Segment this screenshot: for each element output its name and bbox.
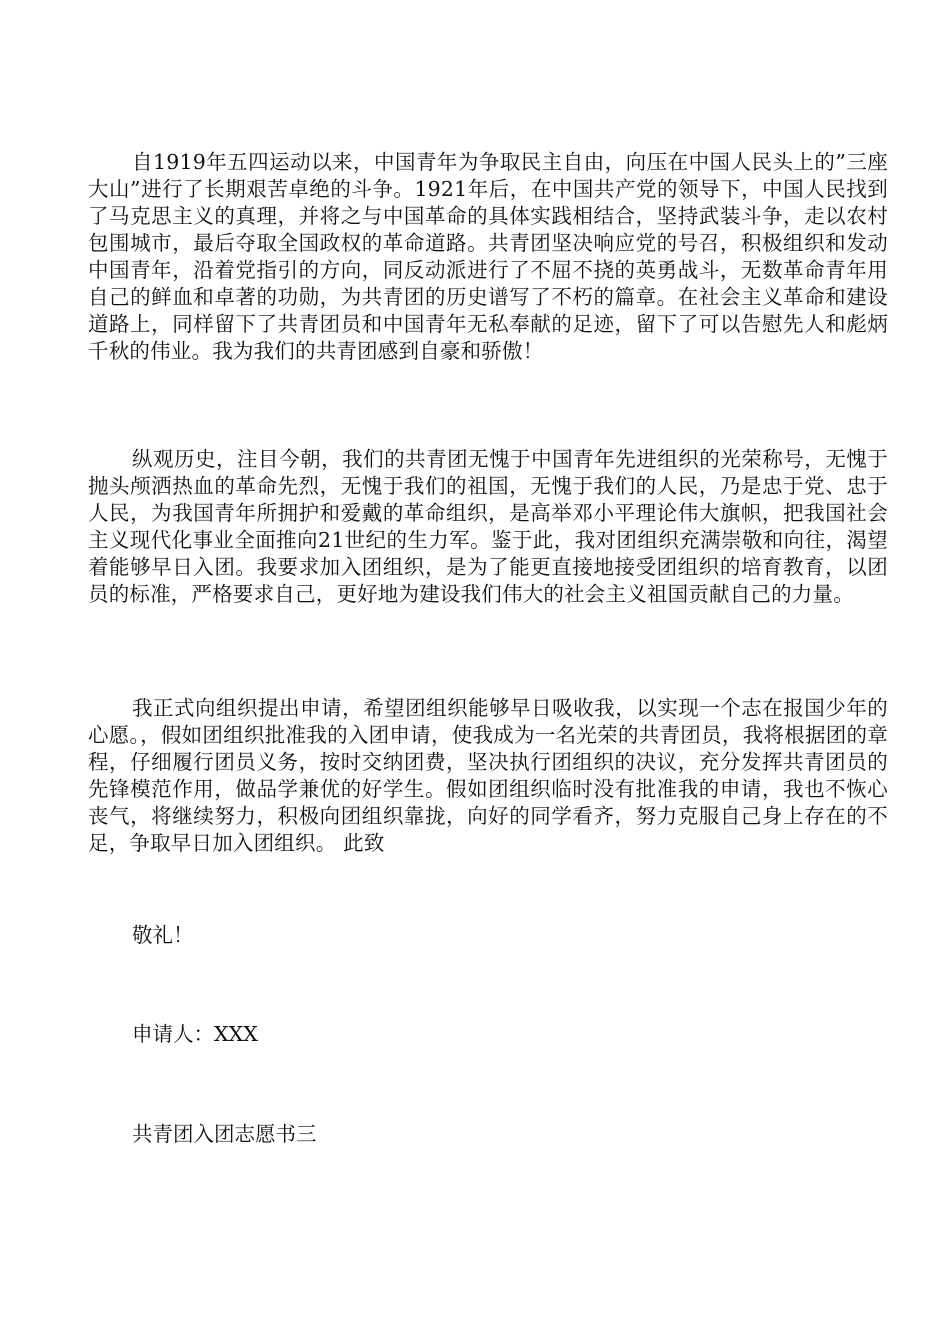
- body-paragraph-1: 自1919年五四运动以来，中国青年为争取民主自由，向压在中国人民头上的”三座大山”进行了长期艰苦卓绝的斗争。1921年后，在中国共产党的领导下，中国人民找到了马克思主义的真理，并将之与中国革命的具体实践相结合，坚持武装斗争，走以农村包围城市，最后夺取全国政权的革命道路。共青团坚决响应党的号召，积极组织和发动中国青年，沿着党指引的方向，同反动派进行了不屈不挠的英勇战斗，无数革命青年用自己的鲜血和卓著的功勋，为共青团的历史谱写了不朽的篇章。在社会主义革命和建设道路上，同样留下了共青团员和中国青年无私奉献的足迹，留下了可以告慰先人和彪炳千秋的伟业。我为我们的共青团感到自豪和骄傲！: [88, 150, 888, 363]
- next-section-title: 共青团入团志愿书三: [132, 1122, 317, 1146]
- body-paragraph-3: 我正式向组织提出申请，希望团组织能够早日吸收我，以实现一个志在报国少年的心愿。，假如团组织批准我的入团申请，使我成为一名光荣的共青团员，我将根据团的章程，仔细履行团员义务，按时交纳团费，坚决执行团组织的决议，充分发挥共青团员的先锋模范作用，做品学兼优的好学生。假如团组织临时没有批准我的申请，我也不恢心丧气，将继续努力，积极向团组织靠拢，向好的同学看齐，努力克服自己身上存在的不足，争取早日加入团组织。 此致: [88, 696, 888, 855]
- document-page: [88, 0, 888, 1344]
- closing-salutation: 敬礼！: [132, 923, 194, 947]
- body-paragraph-2: 纵观历史，注目今朝，我们的共青团无愧于中国青年先进组织的光荣称号，无愧于抛头颅洒热血的革命先烈，无愧于我们的祖国，无愧于我们的人民，乃是忠于党、忠于人民，为我国青年所拥护和爱戴的革命组织，是高举邓小平理论伟大旗帜，把我国社会主义现代化事业全面推向21世纪的生力军。鉴于此，我对团组织充满崇敬和向往，渴望着能够早日入团。我要求加入团组织，是为了能更直接地接受团组织的培育教育，以团员的标准，严格要求自己，更好地为建设我们伟大的社会主义祖国贡献自己的力量。: [88, 447, 888, 606]
- applicant-signature: 申请人：XXX: [132, 1022, 258, 1046]
